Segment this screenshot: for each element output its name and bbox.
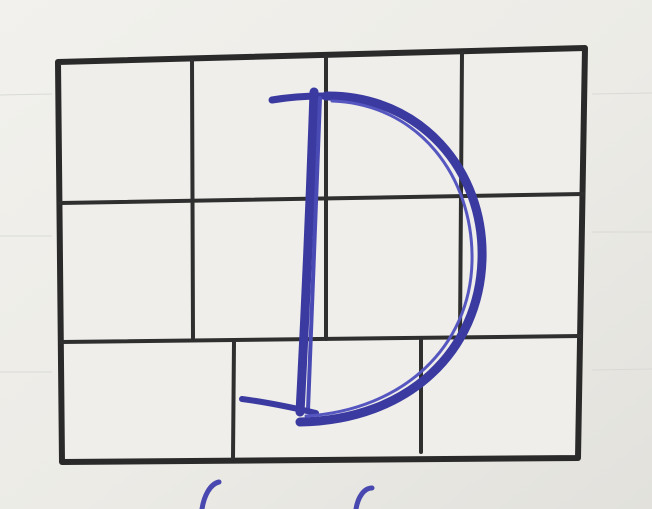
grid-col-line-bottom-1 <box>233 342 234 458</box>
grid-col-line-1 <box>192 60 193 338</box>
